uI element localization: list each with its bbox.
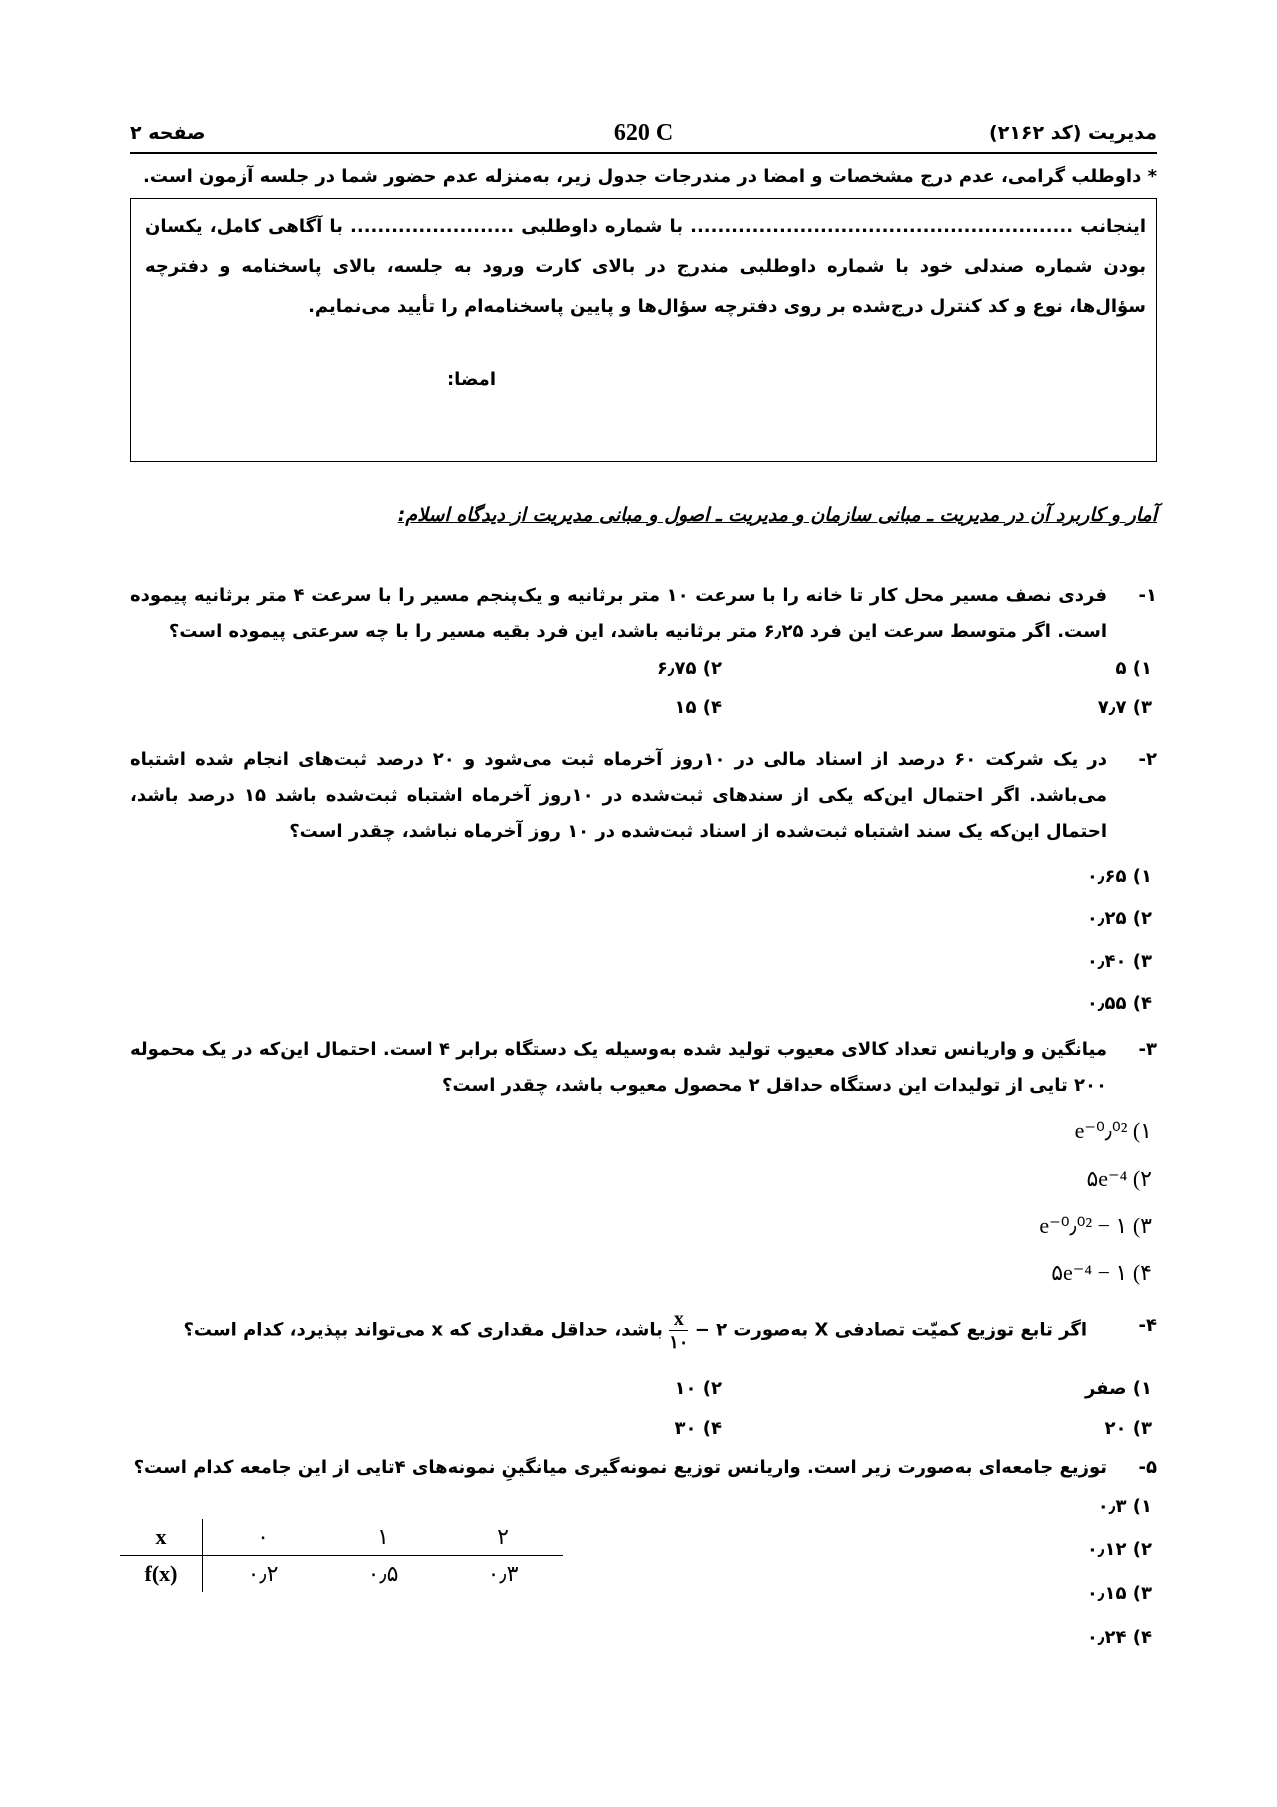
option-1 — [1075, 1118, 1152, 1144]
option-4: ۴) ۰٫۵۵ — [1086, 993, 1152, 1014]
option-3 — [1039, 1213, 1152, 1239]
option-3: ۳) ۲۰ — [1104, 1418, 1152, 1439]
question-1 — [130, 578, 1157, 650]
table-cell: ۰٫۵ — [367, 1561, 399, 1586]
option-2: ۲) ۰٫۲۵ — [1086, 908, 1152, 929]
exam-code: 620 C — [613, 120, 674, 146]
question-text — [130, 1308, 1087, 1353]
question-text: در یک شرکت ۶۰ درصد از اسناد مالی در ۱۰روز آخرماه ثبت می‌شود و ۲۰ درصد ثبت‌های انجام شده اشتباه می‌باشد. اگر احتمال این‌که یکی از سندهای ثبت‌شده در ۱۰روز آخرماه اشتباه ثبت‌شده باشد ۱۵ درصد باشد، احتمال این‌که یک سند اشتباه ثبت‌شده از اسناد ثبت‌شده در ۱۰ روز آخرماه نباشد، چقدر است؟ — [130, 749, 1108, 842]
option-3: ۳) ۰٫۴۰ — [1086, 951, 1152, 972]
option-4: ۴) ۳۰ — [674, 1418, 722, 1439]
fraction-numerator: x — [669, 1308, 688, 1331]
question-text: میانگین و واریانس تعداد کالای معیوب تولید شده به‌وسیله یک دستگاه برابر ۴ است. احتمال این‌که در یک محموله ۲۰۰ تایی از تولیدات این دستگاه حداقل ۲ محصول معیوب باشد، چقدر است؟ — [130, 1039, 1107, 1096]
option-math: ۴) ۱ − ۵e⁻⁴ — [1051, 1260, 1152, 1285]
question-text: توزیع جامعه‌ای به‌صورت زیر است. واریانس توزیع نمونه‌گیری میانگینِ نمونه‌های ۴تایی از این جامعه کدام است؟ — [133, 1457, 1107, 1478]
question-number: ۲- — [1138, 749, 1157, 770]
option-math: ۱) e⁻⁰٫⁰² — [1074, 1118, 1152, 1143]
question-number: ۳- — [1138, 1039, 1157, 1060]
distribution-table — [120, 1519, 563, 1592]
question-number: ۴- — [1138, 1315, 1157, 1336]
question-4 — [130, 1308, 1157, 1353]
option-4: ۴) ۱۵ — [674, 697, 722, 718]
question-5 — [130, 1450, 1157, 1486]
declaration-box — [130, 198, 1157, 462]
option-4 — [1051, 1260, 1152, 1286]
option-math: ۳) ۱ − e⁻⁰٫⁰² — [1039, 1213, 1152, 1238]
question-number: ۵- — [1138, 1457, 1157, 1478]
question-3 — [130, 1032, 1157, 1104]
option-4: ۴) ۰٫۲۴ — [1086, 1627, 1152, 1648]
option-1: ۱) ۰٫۶۵ — [1086, 866, 1152, 887]
question-number: ۱- — [1138, 585, 1157, 606]
declaration-text: اینجانب ........................................................ با شماره داوطلبی ........................ با آگاهی کامل، یکسان بودن شماره صندلی خود با شماره داوطلبی مندرج در بالای کارت ورود به جلسه، بالای پاسخنامه و دفترچه سؤال‌ها، نوع و کد کنترل درج‌شده بر روی دفترچه سؤال‌ها و پایین پاسخنامه‌ام را تأیید می‌نمایم. — [145, 216, 1146, 317]
question-2 — [130, 742, 1157, 850]
question-text: فردی نصف مسیر محل کار تا خانه را با سرعت ۱۰ متر برثانیه و یک‌پنجم مسیر را با سرعت ۴ متر برثانیه پیموده است. اگر متوسط سرعت این فرد ۶٫۲۵ متر برثانیه باشد، این فرد بقیه مسیر را با چه سرعتی پیموده است؟ — [130, 585, 1107, 642]
option-1: ۱) صفر — [1084, 1378, 1152, 1399]
option-1: ۱) ۰٫۳ — [1097, 1496, 1152, 1517]
table-row — [120, 1556, 563, 1593]
signature-label: امضا: — [446, 369, 496, 390]
table-cell: ۰ — [203, 1519, 324, 1556]
table-cell: ۱ — [323, 1519, 443, 1556]
candidate-notice: * داوطلب گرامی، عدم درج مشخصات و امضا در مندرجات جدول زیر، به‌منزله عدم حضور شما در جلسه آزمون است. — [143, 166, 1157, 187]
subject-heading: آمار و کاربرد آن در مدیریت ـ مبانی سازمان و مدیریت ـ اصول و مبانی مدیریت از دیدگاه اسلام: — [397, 504, 1157, 526]
x-label: x — [120, 1519, 203, 1556]
page-number: صفحه ۲ — [130, 122, 206, 144]
page-header — [130, 118, 1157, 154]
table-cell: ۲ — [443, 1519, 563, 1556]
option-math: ۲) ۵e⁻⁴ — [1086, 1166, 1152, 1191]
option-3: ۳) ۰٫۱۵ — [1086, 1583, 1152, 1604]
table-cell: ۰٫۲ — [247, 1561, 279, 1586]
table-cell: ۰٫۳ — [487, 1561, 519, 1586]
option-2 — [1086, 1166, 1152, 1192]
question-text-after: باشد، حداقل مقداری که x می‌تواند بپذیرد، کدام است؟ — [183, 1319, 663, 1341]
course-title: مدیریت (کد ۲۱۶۲) — [989, 122, 1157, 144]
option-3: ۳) ۷٫۷ — [1097, 697, 1152, 718]
fraction — [669, 1308, 688, 1353]
option-2: ۲) ۱۰ — [674, 1378, 722, 1399]
option-1: ۱) ۵ — [1115, 658, 1152, 679]
option-2: ۲) ۶٫۷۵ — [656, 658, 722, 679]
table-row — [120, 1519, 563, 1556]
option-2: ۲) ۰٫۱۲ — [1086, 1539, 1152, 1560]
fx-label: f(x) — [120, 1556, 203, 1593]
question-text-before: اگر تابع توزیع کمیّت تصادفی X به‌صورت ۲ − — [694, 1319, 1087, 1341]
fraction-denominator: ۱۰ — [669, 1332, 689, 1352]
